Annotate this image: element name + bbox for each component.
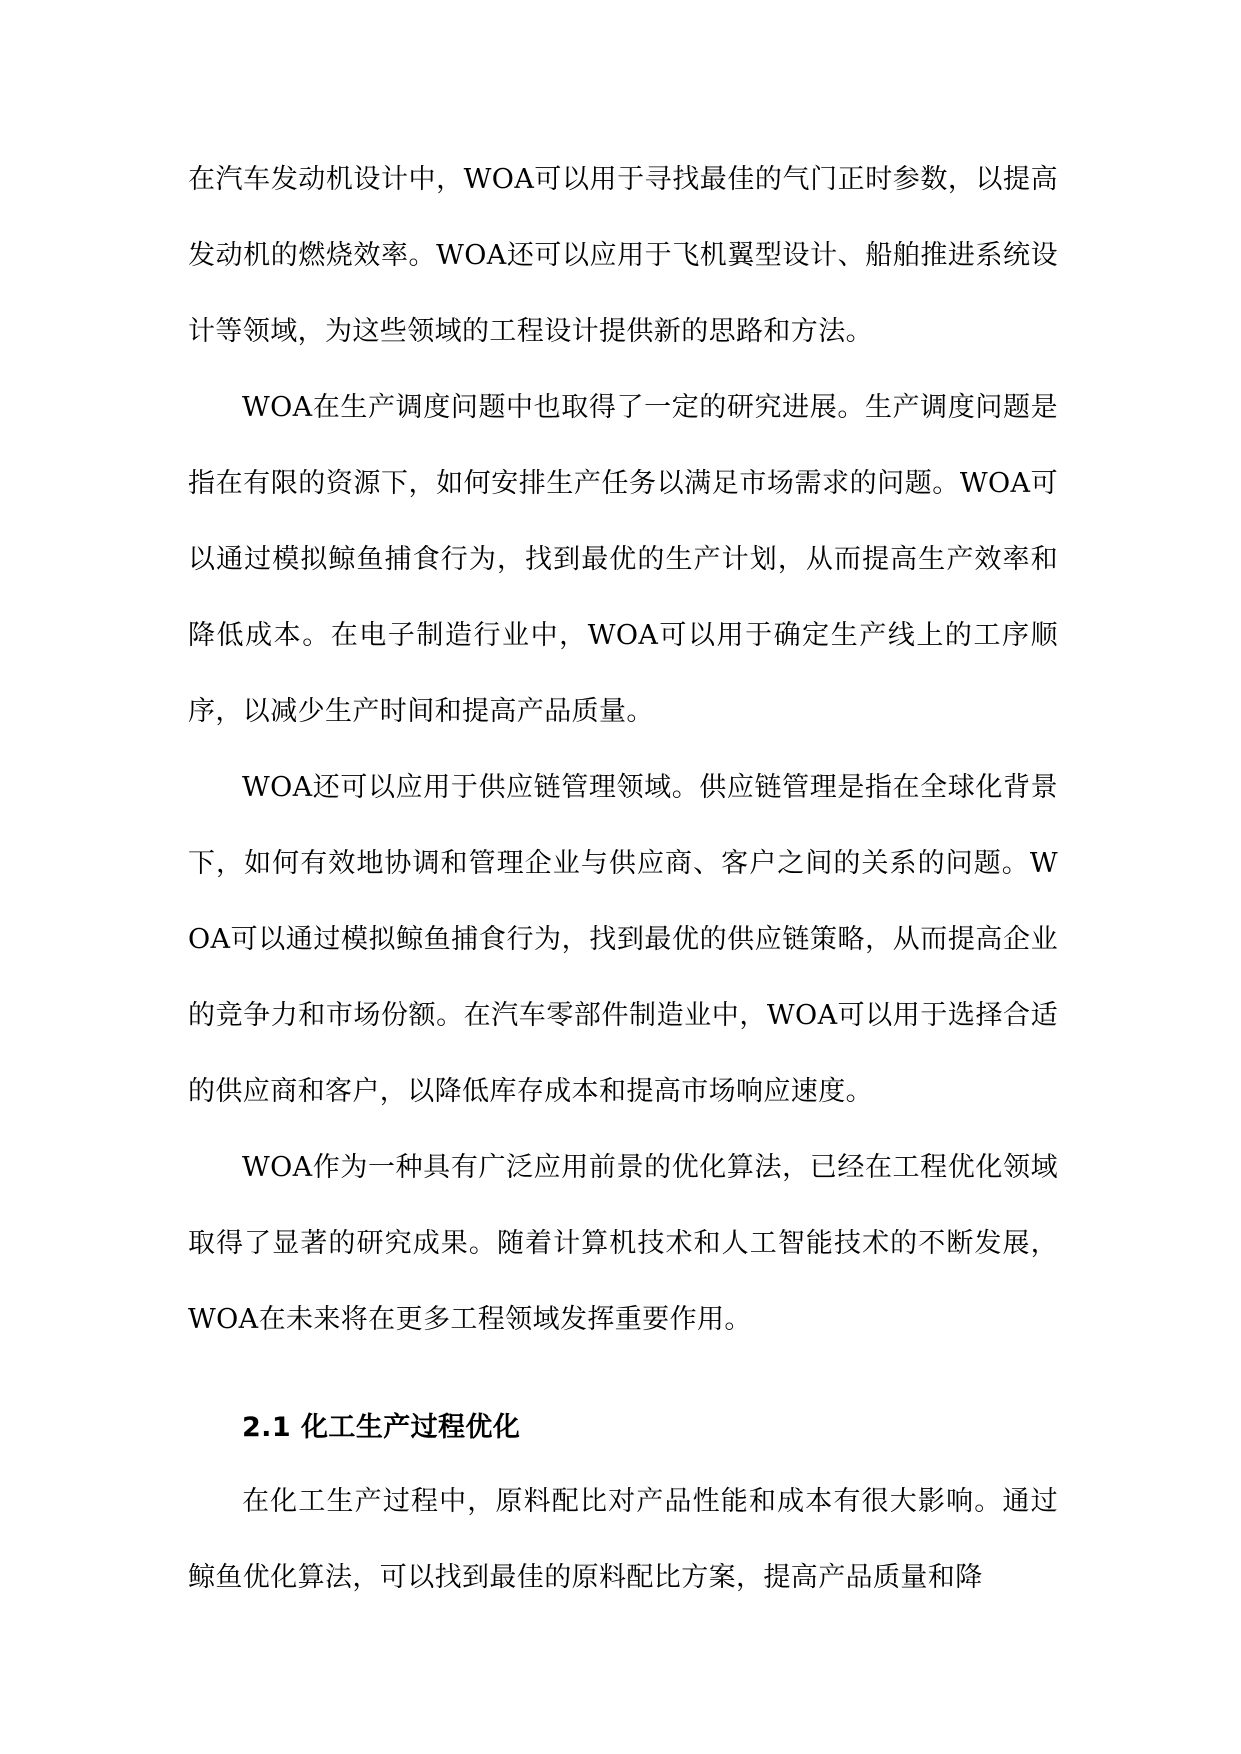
paragraph-engine-design: 在汽车发动机设计中，WOA可以用于寻找最佳的气门正时参数，以提高发动机的燃烧效率。WOA还可以应用于飞机翼型设计、船舶推进系统设计等领域，为这些领域的工程设计提供新的思路和方法。: [188, 164, 1058, 347]
paragraph-summary: WOA作为一种具有广泛应用前景的优化算法，已经在工程优化领域取得了显著的研究成果。随着计算机技术和人工智能技术的不断发展，WOA在未来将在更多工程领域发挥重要作用。: [188, 1152, 1058, 1335]
section-title: 化工生产过程优化: [301, 1412, 521, 1443]
paragraph-supply-chain: WOA还可以应用于供应链管理领域。供应链管理是指在全球化背景下，如何有效地协调和管理企业与供应商、客户之间的关系的问题。WOA可以通过模拟鲸鱼捕食行为，找到最优的供应链策略，从而提高企业的竞争力和市场份额。在汽车零部件制造业中，WOA可以用于选择合适的供应商和客户，以降低库存成本和提高市场响应速度。: [188, 772, 1058, 1107]
paragraph-chemical-process: 在化工生产过程中，原料配比对产品性能和成本有很大影响。通过鲸鱼优化算法，可以找到最佳的原料配比方案，提高产品质量和降: [188, 1486, 1058, 1593]
section-heading: [188, 1392, 1058, 1464]
section-number: 2.1: [242, 1412, 292, 1443]
paragraph-production-scheduling: WOA在生产调度问题中也取得了一定的研究进展。生产调度问题是指在有限的资源下，如何安排生产任务以满足市场需求的问题。WOA可以通过模拟鲸鱼捕食行为，找到最优的生产计划，从而提高生产效率和降低成本。在电子制造行业中，WOA可以用于确定生产线上的工序顺序，以减少生产时间和提高产品质量。: [188, 392, 1058, 727]
document-body: [188, 142, 1058, 1616]
